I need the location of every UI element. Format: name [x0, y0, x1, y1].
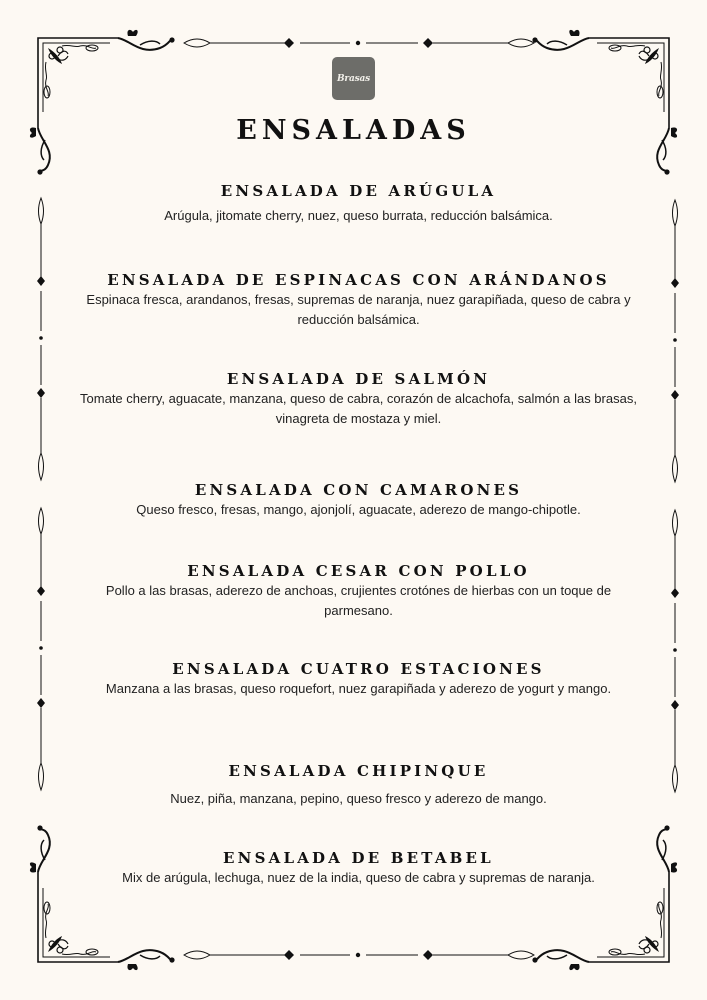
menu-item-name: ENSALADA CESAR CON POLLO [187, 562, 530, 580]
menu-item-name: ENSALADA CON CAMARONES [194, 481, 523, 499]
menu-item-name: ENSALADA DE ESPINACAS CON ARÁNDANOS [107, 271, 610, 289]
menu-item [80, 370, 637, 429]
menu-item [78, 271, 639, 330]
menu-item-name: ENSALADA DE SALMÓN [226, 370, 491, 388]
logo-text: Brasas [337, 73, 370, 84]
menu-item-description: Manzana a las brasas, queso roquefort, nuez garapiñada y aderezo de yogurt y mango. [105, 681, 612, 696]
menu-item [80, 182, 637, 226]
menu-item [80, 660, 637, 699]
menu-item-description: Pollo a las brasas, aderezo de anchoas, crujientes crotónes de hierbas con un toque de parmesano. [105, 583, 612, 618]
menu-item [80, 481, 637, 520]
menu-item-description: Espinaca fresca, arandanos, fresas, supremas de naranja, nuez garapiñada, queso de cabra y reducción balsámica. [86, 292, 631, 327]
brasas-logo [332, 57, 375, 100]
menu-item-name: ENSALADA CUATRO ESTACIONES [172, 660, 545, 678]
menu-item-name: ENSALADA DE BETABEL [223, 849, 494, 867]
menu-item [80, 562, 637, 621]
menu-item-description: Nuez, piña, manzana, pepino, queso fresco y aderezo de mango. [170, 791, 547, 806]
menu-item [80, 762, 637, 809]
page-title: ENSALADAS [236, 115, 471, 146]
menu-item-name: ENSALADA DE ARÚGULA [220, 182, 497, 200]
menu-item-description: Arúgula, jitomate cherry, nuez, queso burrata, reducción balsámica. [164, 208, 553, 223]
menu-item-description: Mix de arúgula, lechuga, nuez de la india, queso de cabra y supremas de naranja. [122, 870, 595, 885]
menu-item-description: Tomate cherry, aguacate, manzana, queso de cabra, corazón de alcachofa, salmón a las brasas, vinagreta de mostaza y miel. [80, 391, 637, 426]
menu-item-name: ENSALADA CHIPINQUE [228, 762, 489, 780]
menu-item [80, 849, 637, 888]
menu-item-description: Queso fresco, fresas, mango, ajonjolí, aguacate, aderezo de mango-chipotle. [136, 502, 581, 517]
